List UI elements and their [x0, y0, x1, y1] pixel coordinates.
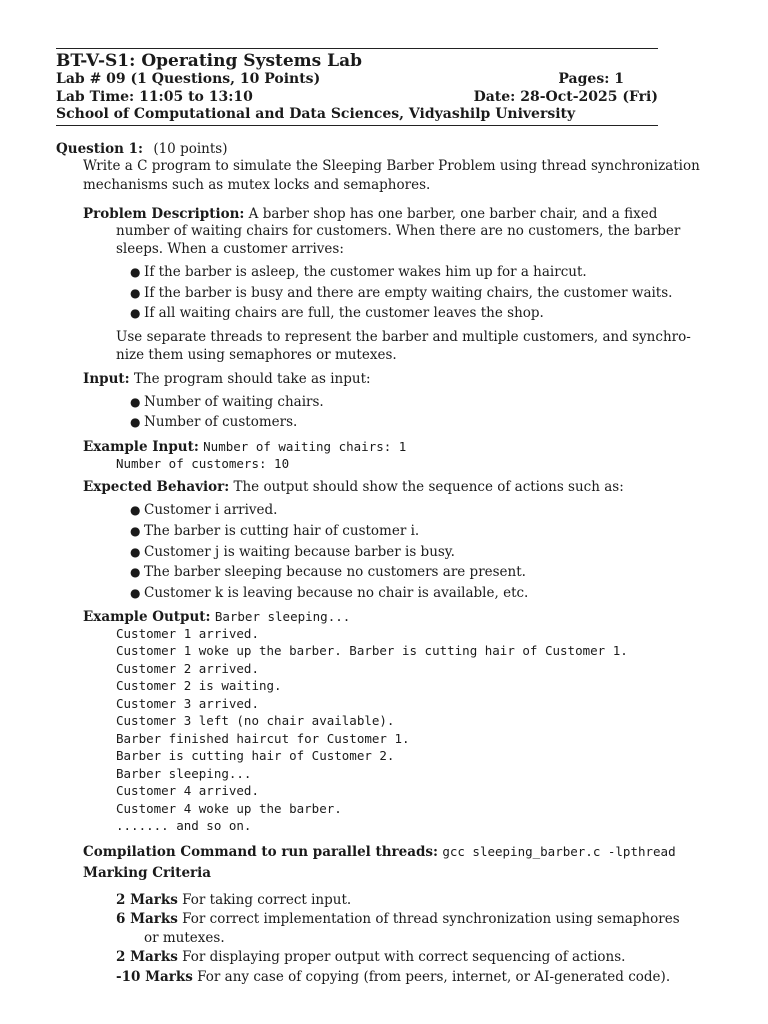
bullet-icon: ● — [130, 545, 141, 559]
example-output-line: ....... and so on. — [116, 818, 252, 833]
example-output-heading: Example Output: — [83, 609, 211, 625]
example-input-line: Number of customers: 10 — [116, 456, 290, 471]
problem-line-3: sleeps. When a customer arrives: — [116, 241, 344, 257]
problem-bullet: If the barber is busy and there are empty waiting chairs, the customer waits. — [144, 285, 673, 301]
bullet-icon: ● — [130, 395, 141, 409]
bullet-icon: ● — [130, 524, 141, 538]
example-output-line: Customer 4 woke up the barber. — [116, 801, 342, 816]
marking-text-continued: or mutexes. — [144, 930, 225, 946]
marking-text: For any case of copying (from peers, internet, or AI-generated code). — [197, 969, 671, 985]
problem-closing-2: nize them using semaphores or mutexes. — [116, 347, 397, 363]
bullet-icon: ● — [130, 265, 141, 279]
expected-text: The output should show the sequence of actions such as: — [233, 479, 624, 495]
example-output-line: Customer 2 is waiting. — [116, 678, 282, 693]
problem-bullet: If the barber is asleep, the customer wakes him up for a haircut. — [144, 264, 587, 280]
question-intro-1: Write a C program to simulate the Sleeping Barber Problem using thread synchronization — [83, 158, 700, 174]
bullet-icon: ● — [130, 503, 141, 517]
lab-time: Lab Time: 11:05 to 13:10 — [56, 89, 253, 105]
question-label: Question 1: — [56, 141, 144, 157]
input-bullet: Number of customers. — [144, 414, 298, 430]
course-title: BT-V-S1: Operating Systems Lab — [56, 51, 363, 71]
compilation-heading: Compilation Command to run parallel threads: — [83, 844, 439, 860]
example-output-line: Barber finished haircut for Customer 1. — [116, 731, 410, 746]
compilation-command: gcc sleeping_barber.c -lpthread — [442, 844, 676, 859]
problem-bullet: If all waiting chairs are full, the customer leaves the shop. — [144, 305, 544, 321]
input-text: The program should take as input: — [133, 371, 371, 387]
marking-text: For taking correct input. — [182, 892, 352, 908]
problem-text: A barber shop has one barber, one barber chair, and a fixed — [248, 206, 658, 222]
expected-bullet: Customer i arrived. — [144, 502, 278, 518]
example-output-line: Customer 4 arrived. — [116, 783, 259, 798]
expected-bullet: Customer j is waiting because barber is busy. — [144, 544, 455, 560]
top-rule — [56, 48, 658, 49]
marking-marks: -10 Marks — [116, 969, 193, 985]
example-input-section — [83, 437, 406, 457]
example-output-line: Customer 2 arrived. — [116, 661, 259, 676]
example-output-line: Customer 1 woke up the barber. Barber is cutting hair of Customer 1. — [116, 643, 628, 658]
bullet-icon: ● — [130, 306, 141, 320]
marking-heading: Marking Criteria — [83, 865, 212, 881]
header-bottom-rule — [56, 125, 658, 126]
expected-bullet: Customer k is leaving because no chair is available, etc. — [144, 585, 529, 601]
example-output-line: Customer 3 left (no chair available). — [116, 713, 395, 728]
bullet-icon: ● — [130, 286, 141, 300]
example-input-heading: Example Input: — [83, 439, 199, 455]
question-points: (10 points) — [153, 141, 228, 157]
compilation-section — [83, 842, 676, 862]
bullet-icon: ● — [130, 565, 141, 579]
example-output-line: Customer 1 arrived. — [116, 626, 259, 641]
school-name: School of Computational and Data Sciences, Vidyashilp University — [56, 106, 576, 122]
marking-marks: 2 Marks — [116, 892, 178, 908]
example-input-line: Number of waiting chairs: 1 — [203, 439, 407, 454]
example-output-line: Barber is cutting hair of Customer 2. — [116, 748, 395, 763]
question-intro-2: mechanisms such as mutex locks and semaphores. — [83, 177, 431, 193]
input-bullet: Number of waiting chairs. — [144, 394, 324, 410]
problem-heading: Problem Description: — [83, 206, 245, 222]
input-section — [83, 370, 371, 389]
example-output-section — [83, 607, 350, 627]
marking-item — [116, 891, 351, 910]
marking-item — [116, 968, 670, 987]
marking-text: For displaying proper output with correct sequencing of actions. — [182, 949, 626, 965]
lab-number: Lab # 09 (1 Questions, 10 Points) — [56, 71, 321, 87]
expected-behavior-section — [83, 478, 624, 497]
marking-marks: 2 Marks — [116, 949, 178, 965]
expected-bullet: The barber is cutting hair of customer i. — [144, 523, 420, 539]
lab-date: Date: 28-Oct-2025 (Fri) — [473, 89, 658, 105]
example-output-line: Barber sleeping... — [116, 766, 252, 781]
problem-closing-1: Use separate threads to represent the barber and multiple customers, and synchro- — [116, 329, 691, 345]
example-output-line: Barber sleeping... — [214, 609, 351, 624]
expected-bullet: The barber sleeping because no customers are present. — [144, 564, 526, 580]
example-output-line: Customer 3 arrived. — [116, 696, 259, 711]
marking-item — [116, 910, 680, 929]
bullet-icon: ● — [130, 586, 141, 600]
problem-line-2: number of waiting chairs for customers. When there are no customers, the barber — [116, 223, 681, 239]
bullet-icon: ● — [130, 415, 141, 429]
expected-heading: Expected Behavior: — [83, 479, 230, 495]
page-count: Pages: 1 — [558, 71, 624, 87]
marking-text: For correct implementation of thread synchronization using semaphores — [182, 911, 680, 927]
marking-item — [116, 948, 625, 967]
marking-marks: 6 Marks — [116, 911, 178, 927]
input-heading: Input: — [83, 371, 130, 387]
